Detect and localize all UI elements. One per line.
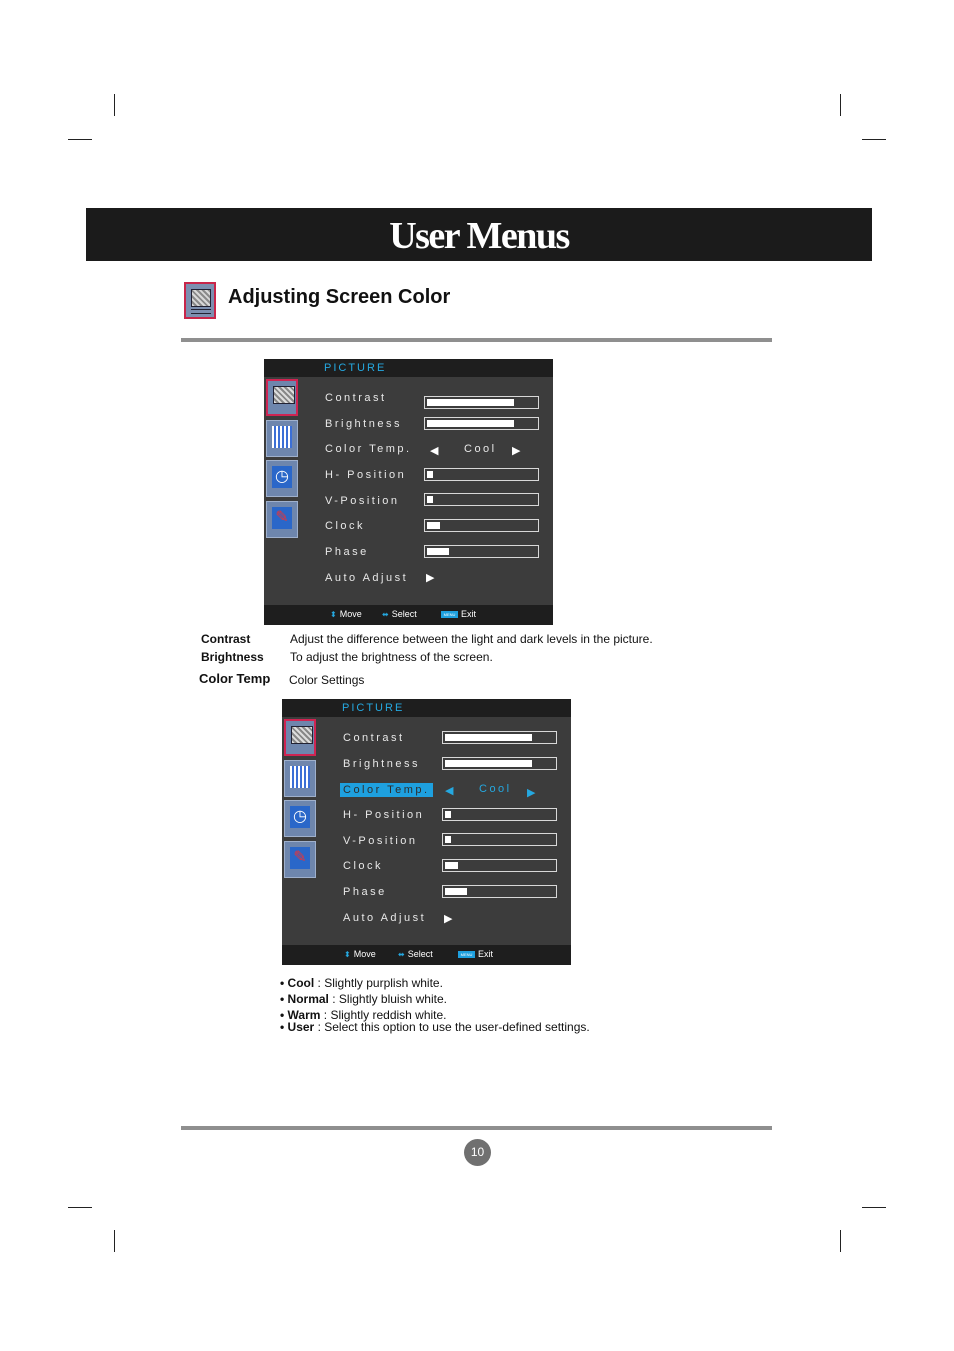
clock-bar[interactable] — [442, 859, 557, 872]
osd-item-brightness[interactable]: Brightness — [343, 758, 420, 770]
desc-label-color-temp: Color Temp — [199, 671, 271, 686]
exit-label: Exit — [461, 609, 477, 619]
menu-key-icon: MENU — [458, 951, 475, 958]
picture-tab-icon[interactable] — [266, 379, 298, 416]
select-icon: ⬌ — [398, 949, 405, 959]
osd-header-label: PICTURE — [342, 702, 405, 714]
crop-mark — [114, 94, 115, 116]
option-name: Warm — [287, 1008, 321, 1022]
setup-tab-icon[interactable]: ✎ — [266, 501, 298, 538]
crop-mark — [840, 1230, 841, 1252]
auto-adjust-arrow-icon[interactable]: ▶ — [426, 572, 435, 584]
osd-menu-2 — [282, 699, 571, 965]
option-cool — [280, 976, 443, 990]
osd-item-contrast[interactable]: Contrast — [343, 732, 405, 744]
picture-tab-icon[interactable] — [284, 719, 316, 756]
osd-item-contrast[interactable]: Contrast — [325, 392, 387, 404]
setup-tab-icon[interactable]: ✎ — [284, 841, 316, 878]
h-position-bar[interactable] — [424, 468, 539, 481]
contrast-fill — [445, 734, 532, 741]
crop-mark — [68, 139, 92, 140]
osd-item-color-temp[interactable]: Color Temp. — [325, 443, 412, 455]
left-arrow-icon[interactable]: ◀ — [430, 445, 439, 457]
desc-label-contrast: Contrast — [201, 632, 251, 646]
osd-item-v-position[interactable]: V-Position — [325, 495, 400, 507]
osd-footer — [264, 605, 553, 625]
osd-item-v-position[interactable]: V-Position — [343, 835, 418, 847]
auto-adjust-arrow-icon[interactable]: ▶ — [444, 913, 453, 925]
time-tab-icon[interactable]: ◷ — [284, 800, 316, 837]
option-normal — [280, 992, 447, 1006]
crop-mark — [840, 94, 841, 116]
color-tab-icon[interactable] — [266, 420, 298, 457]
option-name: User — [287, 1020, 315, 1034]
osd-header-label: PICTURE — [324, 362, 387, 374]
crop-mark — [114, 1230, 115, 1252]
move-label: Move — [339, 609, 362, 619]
desc-label-brightness: Brightness — [201, 650, 264, 664]
select-icon: ⬌ — [382, 609, 389, 619]
osd-item-clock[interactable]: Clock — [343, 860, 384, 872]
picture-menu-icon — [184, 282, 216, 319]
right-arrow-icon[interactable]: ▶ — [527, 787, 536, 799]
bullet-glyph: • — [280, 1008, 285, 1022]
desc-text-brightness: To adjust the brightness of the screen. — [290, 650, 493, 664]
move-icon: ⬍ — [330, 609, 337, 619]
crop-mark — [68, 1207, 92, 1208]
osd-item-phase[interactable]: Phase — [343, 886, 387, 898]
clock-fill — [427, 522, 440, 529]
option-desc: : Slightly bluish white. — [328, 992, 447, 1006]
move-icon: ⬍ — [344, 949, 351, 959]
time-tab-icon[interactable]: ◷ — [266, 460, 298, 497]
left-arrow-icon[interactable]: ◀ — [445, 785, 454, 797]
right-arrow-icon[interactable]: ▶ — [512, 445, 521, 457]
osd-header — [282, 699, 571, 717]
move-label: Move — [353, 949, 376, 959]
brightness-bar[interactable] — [442, 757, 557, 770]
osd-header — [264, 359, 553, 377]
divider-bottom — [181, 1126, 772, 1130]
bullet-glyph: • — [280, 1020, 285, 1034]
option-desc: : Slightly purplish white. — [314, 976, 443, 990]
select-label: Select — [391, 609, 417, 619]
desc-text-color-temp: Color Settings — [289, 673, 365, 687]
color-temp-value: Cool — [464, 443, 497, 455]
bullet-glyph: • — [280, 992, 285, 1006]
clock-bar[interactable] — [424, 519, 539, 532]
divider-top — [181, 338, 772, 342]
option-name: Cool — [287, 976, 315, 990]
osd-menu-1 — [264, 359, 553, 625]
desc-text-contrast: Adjust the difference between the light and dark levels in the picture. — [290, 632, 653, 646]
brightness-fill — [427, 420, 514, 427]
color-temp-value: Cool — [479, 783, 512, 795]
color-tab-icon[interactable] — [284, 760, 316, 797]
clock-fill — [445, 862, 458, 869]
option-desc: : Select this option to use the user-defined settings. — [314, 1020, 590, 1034]
h-position-bar[interactable] — [442, 808, 557, 821]
osd-item-auto-adjust[interactable]: Auto Adjust — [325, 572, 409, 584]
osd-item-h-position[interactable]: H- Position — [343, 809, 425, 821]
page-title: User Menus — [389, 215, 569, 257]
crop-mark — [862, 1207, 886, 1208]
title-banner — [86, 208, 872, 261]
osd-item-auto-adjust[interactable]: Auto Adjust — [343, 912, 427, 924]
osd-item-clock[interactable]: Clock — [325, 520, 366, 532]
brightness-fill — [445, 760, 532, 767]
crop-mark — [862, 139, 886, 140]
phase-bar[interactable] — [424, 545, 539, 558]
menu-key-icon: MENU — [441, 611, 458, 618]
option-name: Normal — [287, 992, 329, 1006]
section-title: Adjusting Screen Color — [228, 286, 451, 308]
contrast-bar[interactable] — [442, 731, 557, 744]
page-number: 10 — [464, 1139, 491, 1166]
phase-fill — [445, 888, 467, 895]
h-position-fill — [445, 811, 451, 818]
osd-item-phase[interactable]: Phase — [325, 546, 369, 558]
contrast-fill — [427, 399, 514, 406]
osd-item-brightness[interactable]: Brightness — [325, 418, 402, 430]
osd-footer — [282, 945, 571, 965]
option-user — [280, 1020, 590, 1034]
bullet-glyph: • — [280, 976, 285, 990]
option-desc: : Slightly reddish white. — [320, 1008, 447, 1022]
brightness-bar[interactable] — [424, 417, 539, 430]
exit-label: Exit — [478, 949, 494, 959]
phase-fill — [427, 548, 449, 555]
v-position-fill — [427, 496, 433, 503]
v-position-bar[interactable] — [442, 833, 557, 846]
h-position-fill — [427, 471, 433, 478]
select-label: Select — [407, 949, 433, 959]
osd-item-h-position[interactable]: H- Position — [325, 469, 407, 481]
v-position-bar[interactable] — [424, 493, 539, 506]
v-position-fill — [445, 836, 451, 843]
phase-bar[interactable] — [442, 885, 557, 898]
osd-item-color-temp-selected[interactable]: Color Temp. — [340, 783, 433, 797]
contrast-bar[interactable] — [424, 396, 539, 409]
